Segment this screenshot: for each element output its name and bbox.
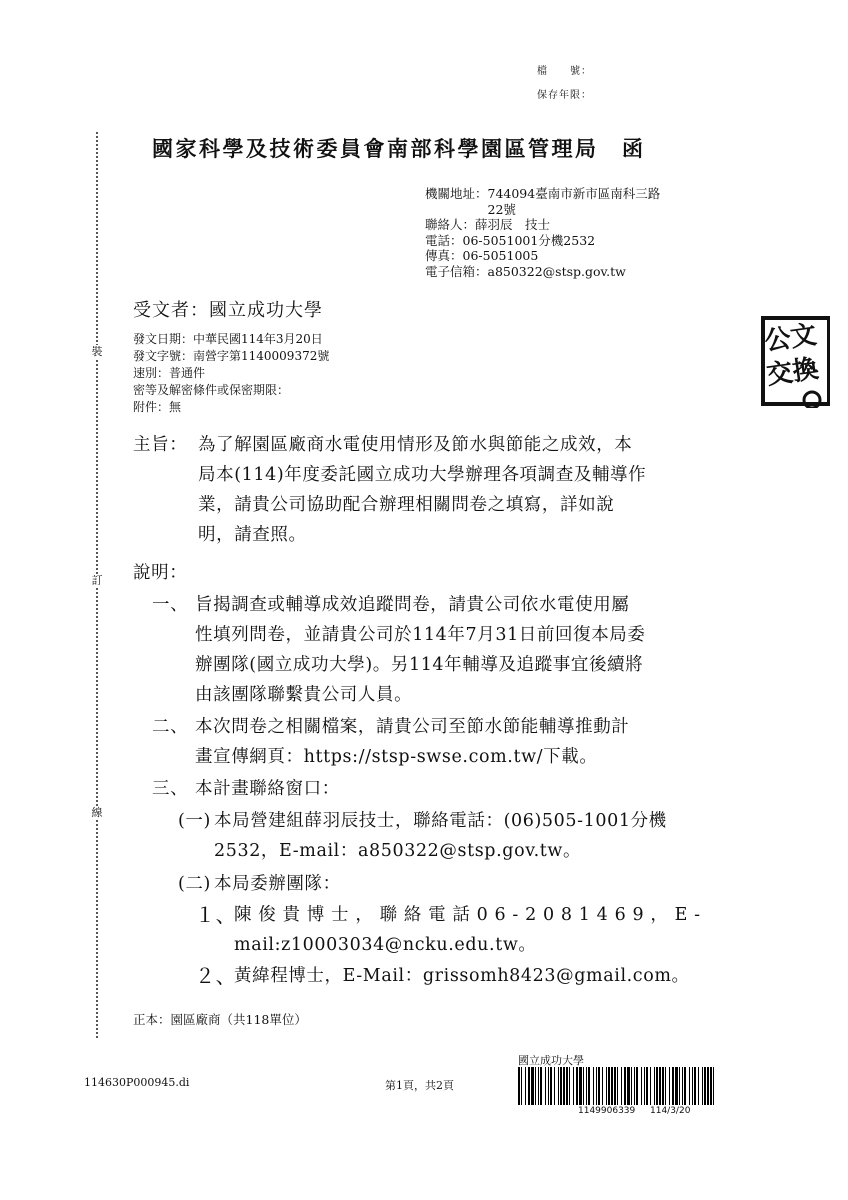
team-marker: １、	[195, 903, 237, 927]
subject-line: 業，請貴公司協助配合辦理相關問卷之填寫，詳如說	[198, 495, 615, 515]
barcode-date: 114/3/20	[650, 1106, 691, 1116]
address-line: 22號	[425, 201, 516, 217]
item-marker: 二、	[152, 717, 189, 737]
contact-line: 本局營建組薛羽辰技士，聯絡電話：(06)505-1001分機	[214, 811, 667, 831]
issue-number: 發文字號：南營字第1140009372號	[133, 349, 330, 363]
subject-line: 明，請查照。	[198, 525, 307, 545]
contact-marker: (一)	[178, 811, 211, 831]
team-line: 陳 俊 貴 博 士 ， 聯 絡 電 話 0 6 - 2 0 8 1 4 6 9 ， E -	[234, 905, 701, 925]
subject-line: 為了解園區廠商水電使用情形及節水與節能之成效，本	[198, 435, 633, 455]
svg-text:公文: 公文	[762, 319, 819, 357]
binding-mark-ding: 訂	[91, 574, 103, 587]
barcode-org: 國立成功大學	[518, 1054, 584, 1067]
item-line: 由該團隊聯繫貴公司人員。	[195, 685, 413, 705]
issue-date: 發文日期：中華民國114年3月20日	[133, 332, 323, 346]
item-line: 畫宣傳網頁：https://stsp-swse.com.tw/下載。	[195, 747, 598, 767]
item-line: 本次問卷之相關檔案，請貴公司至節水節能輔導推動計	[195, 717, 630, 737]
barcode-bars	[516, 1067, 721, 1107]
page-info: 第1頁，共2頁	[385, 1079, 454, 1092]
item-marker: 三、	[152, 779, 189, 799]
item-marker: 一、	[152, 595, 189, 615]
item-line: 旨揭調查或輔導成效追蹤問卷，請貴公司依水電使用屬	[195, 595, 630, 615]
contact-person-line: 聯絡人：薛羽辰 技士	[425, 217, 551, 232]
barcode-number: 1149906339	[578, 1106, 636, 1116]
copy-to: 正本：園區廠商（共118單位）	[133, 1012, 307, 1027]
issue-meta	[133, 331, 329, 416]
attachment: 附件：無	[133, 400, 182, 414]
subject-label: 主旨：	[133, 435, 188, 455]
fax-line: 傳真：06-5051005	[425, 248, 539, 263]
address-block	[425, 186, 660, 279]
team-line: mail:z10003034@ncku.edu.tw。	[234, 935, 537, 955]
subject-text	[198, 430, 646, 550]
document-code: 114630P000945.di	[84, 1076, 190, 1089]
urgency: 速別：普通件	[133, 366, 206, 380]
address-line: 機關地址：744094臺南市新市區南科三路	[425, 186, 661, 201]
subject-line: 局本(114)年度委託國立成功大學辦理各項調查及輔導作	[198, 465, 647, 485]
document-title: 國家科學及技術委員會南部科學園區管理局 函	[152, 136, 646, 161]
binding-mark-xian: 線	[91, 806, 103, 819]
item-line: 性填列問卷，並請貴公司於114年7月31日前回復本局委	[195, 625, 646, 645]
item-3-text: 本計畫聯絡窗口：	[195, 779, 340, 799]
exchange-stamp	[760, 312, 830, 408]
contact-marker: (二)	[178, 874, 211, 894]
item-2-text	[195, 712, 629, 772]
binding-mark-zhuang: 裝	[91, 345, 103, 358]
item-line: 辦團隊(國立成功大學)。另114年輔導及追蹤事宜後續將	[195, 655, 644, 675]
file-number-label: 檔 號：	[537, 66, 592, 77]
explanation-label: 說明：	[133, 563, 188, 583]
item-1-text	[195, 590, 646, 710]
team-marker: ２、	[195, 964, 237, 988]
phone-line: 電話：06-5051001分機2532	[425, 232, 596, 248]
team-1-text	[234, 900, 701, 960]
contact-1-text	[214, 806, 667, 866]
stamp-graphic	[760, 312, 830, 408]
svg-text:交換: 交換	[764, 353, 821, 391]
barcode	[516, 1067, 721, 1107]
retention-period-label: 保存年限：	[537, 90, 592, 101]
recipient: 受文者：國立成功大學	[133, 300, 323, 321]
confidentiality: 密等及解密條件或保密期限：	[133, 383, 290, 397]
contact-2-text: 本局委辦團隊：	[214, 874, 341, 894]
contact-line: 2532，E-mail：a850322@stsp.gov.tw。	[214, 841, 582, 861]
email-line: 電子信箱：a850322@stsp.gov.tw	[425, 263, 626, 279]
team-2-text: 黃緯程博士，E-Mail：grissomh8423@gmail.com。	[234, 966, 690, 986]
